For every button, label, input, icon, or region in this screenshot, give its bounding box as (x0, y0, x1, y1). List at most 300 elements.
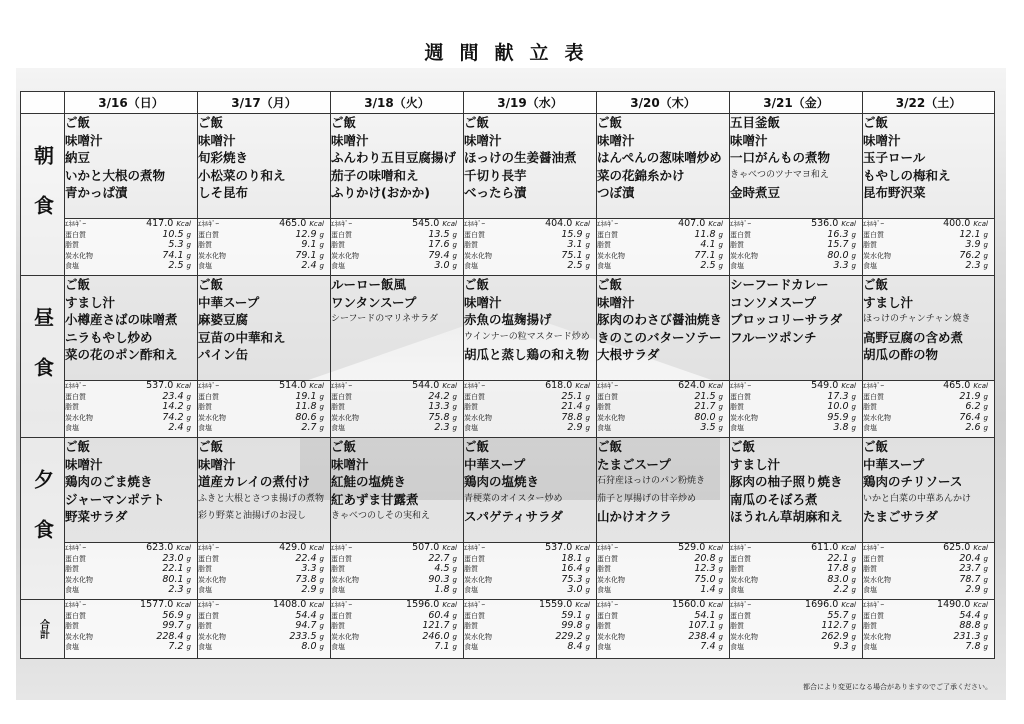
nutrient-value: 10.5 (162, 228, 184, 240)
nutrition-cell (331, 543, 464, 600)
nutrient-value: 3.3 (301, 563, 317, 575)
nutrient-value-group (567, 642, 596, 653)
nutrient-unit: Kcal (176, 601, 191, 609)
dish-item: きのこのバターソテー (597, 329, 722, 345)
nutrient-unit: Kcal (841, 220, 856, 228)
nutrient-value: 22.1 (827, 552, 849, 564)
dish-item: シーフードのマリネサラダ (331, 314, 439, 324)
nutrient-label: 蛋白質 (464, 230, 485, 239)
dish-item: ルーロー飯風 (331, 277, 407, 292)
dish-item: ご飯 (198, 277, 224, 292)
nutrient-value: 262.9 (821, 630, 849, 642)
nutrient-value: 13.5 (428, 228, 450, 240)
footnote: 都合により変更になる場合がありますのでご了承ください。 (803, 683, 992, 691)
nutrient-label: 食塩 (597, 262, 611, 271)
nutrient-unit: g (851, 230, 856, 239)
nutrient-label: 炭水化物 (331, 575, 359, 584)
nutrition-row (597, 261, 729, 272)
nutrient-unit: g (718, 392, 723, 401)
dish-item: 味噌汁 (198, 132, 236, 148)
nutrient-value: 2.9 (301, 584, 317, 596)
nutrient-unit: g (186, 575, 191, 584)
nutrient-label: 蛋白質 (597, 392, 618, 401)
nutrient-value: 107.1 (688, 620, 716, 632)
nutrient-label: 脂質 (597, 622, 611, 631)
nutrient-label: 脂質 (730, 403, 744, 412)
menu-cell (198, 438, 331, 543)
nutrient-label: 炭水化物 (464, 251, 492, 260)
nutrient-label: 蛋白質 (65, 230, 86, 239)
nutrient-value: 231.3 (953, 630, 981, 642)
nutrient-label: ｴﾈﾙｷﾞｰ (464, 544, 485, 552)
nutrient-value: 4.5 (434, 563, 450, 575)
nutrient-value: 8.4 (567, 641, 583, 653)
nutrition-cell (464, 600, 597, 659)
dish-item: 小松菜のり和え (198, 167, 286, 183)
dish-item: ご飯 (65, 439, 91, 454)
dish-item: ご飯 (65, 277, 91, 292)
menu-cell (730, 276, 863, 381)
nutrient-value: 54.4 (959, 609, 981, 621)
nutrient-value: 59.1 (561, 609, 583, 621)
nutrient-unit: g (983, 403, 988, 412)
day-header: 3/17（月） (198, 92, 331, 114)
nutrient-label: 炭水化物 (198, 413, 226, 422)
dish-item: いかと大根の煮物 (65, 167, 166, 183)
dish-item: ブロッコリーサラダ (730, 312, 843, 327)
dish-item: フルーツポンチ (730, 329, 817, 345)
dish-item: ご飯 (597, 277, 623, 292)
dish-item: 味噌汁 (597, 294, 635, 310)
nutrient-value: 465.0 (943, 380, 971, 391)
nutrient-unit: g (718, 424, 723, 433)
nutrient-unit: Kcal (841, 601, 856, 609)
nutrient-value-group (833, 261, 862, 272)
dish-item: 中華スープ (198, 294, 260, 310)
menu-cell (198, 276, 331, 381)
nutrition-row (464, 261, 596, 272)
nutrient-unit: g (851, 622, 856, 631)
nutrient-value: 514.0 (279, 380, 307, 391)
dish-item: ご飯 (464, 439, 490, 454)
nutrient-label: 脂質 (730, 565, 744, 574)
nutrient-label: 炭水化物 (863, 251, 891, 260)
nutrient-label: 脂質 (65, 622, 79, 631)
dish-item: スパゲティサラダ (464, 509, 563, 524)
nutrient-unit: g (851, 392, 856, 401)
nutrition-cell (65, 543, 198, 600)
day-header: 3/21（金） (730, 92, 863, 114)
nutrition-row (597, 642, 729, 653)
nutrition-cell (464, 543, 597, 600)
nutrient-value: 246.0 (422, 630, 450, 642)
nutrient-unit: g (585, 575, 590, 584)
nutrient-label: 食塩 (597, 643, 611, 652)
nutrition-row (331, 642, 463, 653)
nutrient-value: 537.0 (545, 542, 573, 553)
dish-item: ジャーマンポテト (65, 491, 165, 507)
nutrient-label: 炭水化物 (597, 413, 625, 422)
nutrient-value: 75.3 (561, 573, 583, 585)
dish-item: ご飯 (597, 439, 623, 454)
nutrient-value-group (168, 423, 197, 434)
nutrient-value: 417.0 (146, 218, 174, 229)
nutrient-value: 16.3 (827, 228, 849, 240)
nutrient-value: 2.3 (965, 260, 981, 272)
nutrient-value: 80.0 (694, 411, 716, 423)
nutrient-unit: Kcal (575, 220, 590, 228)
dish-item: ふんわり五目豆腐揚げ (331, 150, 457, 165)
meal-label: 夕食 (21, 438, 65, 600)
nutrient-value-group (301, 642, 330, 653)
nutrient-value: 78.8 (561, 411, 583, 423)
nutrient-label: 蛋白質 (65, 554, 86, 563)
nutrient-label: 蛋白質 (863, 554, 884, 563)
nutrient-value: 238.4 (688, 630, 716, 642)
nutrient-value: 624.0 (678, 380, 706, 391)
dish-item: たまごスープ (597, 456, 671, 472)
nutrient-label: 蛋白質 (730, 611, 751, 620)
menu-cell (597, 276, 730, 381)
nutrient-value: 77.1 (694, 249, 716, 261)
nutrient-label: 蛋白質 (863, 392, 884, 401)
meal-dishes-row (21, 276, 995, 381)
dish-item: 千切り長芋 (464, 167, 527, 183)
nutrient-unit: g (319, 622, 324, 631)
meal-nutrition-row (21, 381, 995, 438)
nutrient-unit: Kcal (309, 601, 324, 609)
nutrient-unit: g (452, 565, 457, 574)
nutrient-unit: Kcal (708, 601, 723, 609)
nutrient-value: 80.0 (827, 249, 849, 261)
nutrient-label: 脂質 (464, 622, 478, 631)
nutrient-label: 蛋白質 (597, 611, 618, 620)
nutrient-label: 炭水化物 (730, 251, 758, 260)
nutrient-value: 623.0 (146, 542, 174, 553)
nutrient-unit: Kcal (575, 601, 590, 609)
menu-cell (597, 438, 730, 543)
nutrient-unit: Kcal (841, 382, 856, 390)
nutrient-value: 121.7 (422, 620, 450, 632)
nutrient-value: 12.3 (694, 563, 716, 575)
nutrient-value-group (833, 423, 862, 434)
dish-item: 野菜サラダ (65, 509, 128, 524)
nutrient-value: 9.3 (833, 641, 849, 653)
nutrient-value: 2.3 (168, 584, 184, 596)
nutrient-label: 食塩 (65, 262, 79, 271)
dish-item: ほうれん草胡麻和え (730, 509, 843, 524)
nutrient-unit: g (851, 643, 856, 652)
dish-item: 納豆 (65, 150, 91, 165)
nutrient-unit: g (718, 643, 723, 652)
day-header: 3/16（日） (65, 92, 198, 114)
dish-item: ふきと大根とさつま揚げの煮物 (198, 493, 325, 504)
nutrient-unit: g (319, 413, 324, 422)
nutrient-label: 蛋白質 (597, 554, 618, 563)
nutrient-unit: g (983, 251, 988, 260)
nutrient-value: 83.0 (827, 573, 849, 585)
nutrient-unit: Kcal (309, 382, 324, 390)
dish-item: ほっけのチャンチャン焼き (863, 314, 971, 324)
nutrient-unit: g (585, 392, 590, 401)
nutrient-unit: g (319, 632, 324, 641)
nutrient-value: 10.0 (827, 401, 849, 413)
nutrient-label: ｴﾈﾙｷﾞｰ (198, 220, 219, 228)
dish-item: すまし汁 (65, 294, 116, 310)
nutrient-value-group (833, 585, 862, 596)
nutrient-label: 食塩 (331, 262, 345, 271)
nutrient-value: 3.1 (567, 239, 583, 251)
nutrient-value: 74.1 (162, 249, 184, 261)
nutrient-value: 11.8 (694, 228, 716, 240)
nutrient-value: 611.0 (811, 542, 839, 553)
nutrient-value: 17.3 (827, 390, 849, 402)
nutrition-row (464, 585, 596, 596)
nutrient-label: ｴﾈﾙｷﾞｰ (198, 544, 219, 552)
nutrient-value: 75.0 (694, 573, 716, 585)
nutrient-label: 脂質 (331, 241, 345, 250)
nutrition-row (65, 642, 197, 653)
nutrient-label: 食塩 (65, 424, 79, 433)
nutrient-value: 60.4 (428, 609, 450, 621)
nutrient-label: 食塩 (863, 262, 877, 271)
nutrient-label: 炭水化物 (597, 632, 625, 641)
dish-item: 豆苗の中華和え (198, 329, 286, 345)
nutrient-value: 5.3 (168, 239, 184, 251)
nutrient-value: 21.5 (694, 390, 716, 402)
nutrient-value: 54.4 (295, 609, 317, 621)
nutrient-label: 脂質 (863, 403, 877, 412)
nutrient-value: 400.0 (943, 218, 971, 229)
nutrient-unit: g (186, 565, 191, 574)
nutrient-label: 蛋白質 (65, 611, 86, 620)
nutrient-unit: g (718, 632, 723, 641)
nutrient-unit: g (319, 643, 324, 652)
nutrient-value-group (965, 261, 994, 272)
nutrient-label: 脂質 (65, 403, 79, 412)
nutrient-label: 食塩 (863, 586, 877, 595)
nutrient-unit: g (186, 262, 191, 271)
nutrient-unit: g (585, 230, 590, 239)
nutrient-value-group (301, 261, 330, 272)
nutrient-unit: g (983, 586, 988, 595)
nutrition-row (730, 585, 862, 596)
dish-item: 玉子ロール (863, 150, 926, 165)
nutrient-unit: g (851, 586, 856, 595)
nutrition-cell (198, 543, 331, 600)
dish-item: 金時煮豆 (730, 185, 781, 200)
dish-item: ご飯 (597, 115, 623, 130)
nutrition-row (65, 423, 197, 434)
nutrient-value-group (434, 423, 463, 434)
nutrient-unit: g (585, 241, 590, 250)
nutrient-unit: g (452, 251, 457, 260)
nutrient-label: 食塩 (464, 262, 478, 271)
nutrition-cell (597, 543, 730, 600)
nutrient-label: 炭水化物 (863, 632, 891, 641)
nutrient-label: ｴﾈﾙｷﾞｰ (597, 382, 618, 390)
nutrient-value: 24.2 (428, 390, 450, 402)
dish-item: 茄子の味噌和え (331, 167, 419, 183)
nutrient-value-group (434, 585, 463, 596)
nutrient-label: ｴﾈﾙｷﾞｰ (863, 601, 884, 609)
nutrient-value: 6.2 (965, 401, 981, 413)
nutrient-label: 蛋白質 (331, 230, 352, 239)
nutrient-unit: g (585, 632, 590, 641)
nutrient-unit: g (718, 413, 723, 422)
nutrient-unit: g (319, 241, 324, 250)
nutrient-unit: g (983, 565, 988, 574)
nutrient-value: 404.0 (545, 218, 573, 229)
dish-item: 大根サラダ (597, 347, 660, 362)
dish-item: 味噌汁 (863, 132, 901, 148)
nutrition-cell (730, 600, 863, 659)
nutrient-unit: g (452, 643, 457, 652)
dish-item: 昆布野沢菜 (863, 185, 926, 200)
nutrient-unit: Kcal (176, 220, 191, 228)
nutrition-row (464, 642, 596, 653)
menu-cell (65, 438, 198, 543)
nutrient-value: 74.2 (162, 411, 184, 423)
nutrient-label: 蛋白質 (464, 611, 485, 620)
dish-item: 麻婆豆腐 (198, 312, 249, 327)
nutrition-cell (331, 600, 464, 659)
nutrient-value: 17.6 (428, 239, 450, 251)
nutrient-label: ｴﾈﾙｷﾞｰ (198, 382, 219, 390)
nutrient-value: 2.9 (567, 422, 583, 434)
day-header: 3/18（火） (331, 92, 464, 114)
nutrient-unit: g (585, 554, 590, 563)
nutrient-unit: g (718, 586, 723, 595)
nutrient-label: 炭水化物 (331, 251, 359, 260)
dish-item: ウインナーの粒マスタード炒め (464, 331, 590, 342)
nutrient-label: ｴﾈﾙｷﾞｰ (65, 601, 86, 609)
nutrient-label: ｴﾈﾙｷﾞｰ (730, 544, 751, 552)
nutrient-label: 炭水化物 (198, 632, 226, 641)
menu-cell (464, 438, 597, 543)
nutrient-unit: g (186, 643, 191, 652)
nutrient-unit: g (718, 622, 723, 631)
nutrient-label: 脂質 (863, 622, 877, 631)
nutrition-cell (863, 600, 995, 659)
nutrient-value: 3.3 (833, 260, 849, 272)
menu-cell (863, 276, 995, 381)
nutrient-unit: g (851, 241, 856, 250)
dish-item: 味噌汁 (65, 456, 103, 472)
nutrient-unit: g (186, 241, 191, 250)
nutrient-value: 75.8 (428, 411, 450, 423)
dish-item: ご飯 (198, 115, 224, 130)
dish-item: 味噌汁 (331, 456, 369, 472)
dish-item: はんぺんの葱味噌炒め (597, 150, 722, 165)
nutrition-cell (730, 543, 863, 600)
nutrient-value-group (567, 585, 596, 596)
nutrition-row (198, 585, 330, 596)
dish-item: 味噌汁 (730, 132, 768, 148)
menu-cell (730, 114, 863, 219)
nutrient-label: ｴﾈﾙｷﾞｰ (464, 601, 485, 609)
nutrition-cell (65, 381, 198, 438)
corner-cell (21, 92, 65, 114)
dish-item: ふりかけ(おかか) (331, 185, 430, 200)
nutrient-label: ｴﾈﾙｷﾞｰ (331, 544, 352, 552)
nutrition-cell (464, 381, 597, 438)
nutrient-label: 脂質 (464, 403, 478, 412)
dish-item: 鶏肉の塩焼き (464, 474, 540, 489)
dish-item: 紅鮭の塩焼き (331, 474, 407, 489)
nutrient-label: ｴﾈﾙｷﾞｰ (331, 220, 352, 228)
nutrient-value: 79.4 (428, 249, 450, 261)
nutrient-value-group (965, 423, 994, 434)
nutrient-label: 炭水化物 (597, 575, 625, 584)
menu-cell (65, 276, 198, 381)
nutrient-value: 11.8 (295, 401, 317, 413)
menu-cell (198, 114, 331, 219)
nutrient-unit: g (983, 575, 988, 584)
nutrient-label: 蛋白質 (730, 554, 751, 563)
weekly-menu-table (20, 91, 995, 659)
meal-label: 朝食 (21, 114, 65, 276)
nutrient-label: 蛋白質 (863, 230, 884, 239)
nutrient-value: 2.5 (567, 260, 583, 272)
nutrition-cell (198, 600, 331, 659)
nutrition-row (198, 423, 330, 434)
nutrient-value-group (965, 642, 994, 653)
nutrient-unit: g (452, 392, 457, 401)
nutrition-row (863, 642, 994, 653)
nutrient-unit: g (718, 403, 723, 412)
nutrient-label: 食塩 (198, 424, 212, 433)
nutrient-label: 脂質 (597, 565, 611, 574)
nutrition-cell (65, 600, 198, 659)
nutrient-value: 15.9 (561, 228, 583, 240)
nutrient-unit: g (983, 643, 988, 652)
dish-item: 青梗菜のオイスター炒め (464, 493, 563, 504)
nutrient-label: ｴﾈﾙｷﾞｰ (65, 382, 86, 390)
nutrient-label: 食塩 (331, 424, 345, 433)
nutrient-unit: g (718, 262, 723, 271)
dish-item: 高野豆腐の含め煮 (863, 329, 964, 345)
nutrition-cell (331, 381, 464, 438)
nutrient-value: 507.0 (412, 542, 440, 553)
nutrient-value: 537.0 (146, 380, 174, 391)
nutrient-label: 炭水化物 (863, 575, 891, 584)
totals-row (21, 600, 995, 659)
dish-item: 彩り野菜と油揚げのお浸し (198, 511, 307, 521)
nutrient-label: ｴﾈﾙｷﾞｰ (464, 382, 485, 390)
nutrition-cell (198, 381, 331, 438)
nutrient-unit: g (585, 413, 590, 422)
nutrient-unit: g (983, 424, 988, 433)
nutrition-row (730, 261, 862, 272)
meal-label: 昼食 (21, 276, 65, 438)
nutrient-value: 545.0 (412, 218, 440, 229)
dish-item: 鶏肉のごま焼き (65, 474, 153, 489)
nutrition-row (730, 642, 862, 653)
dish-item: パイン缶 (198, 347, 249, 362)
dish-item: 中華スープ (464, 456, 526, 472)
nutrient-label: ｴﾈﾙｷﾞｰ (730, 382, 751, 390)
nutrient-unit: Kcal (176, 382, 191, 390)
nutrient-label: 炭水化物 (65, 632, 93, 641)
nutrient-unit: Kcal (973, 382, 988, 390)
nutrition-cell (65, 219, 198, 276)
nutrient-label: 炭水化物 (65, 413, 93, 422)
nutrient-value: 1596.0 (406, 599, 440, 610)
nutrition-row (198, 261, 330, 272)
nutrient-value: 2.6 (965, 422, 981, 434)
nutrient-value-group (965, 585, 994, 596)
